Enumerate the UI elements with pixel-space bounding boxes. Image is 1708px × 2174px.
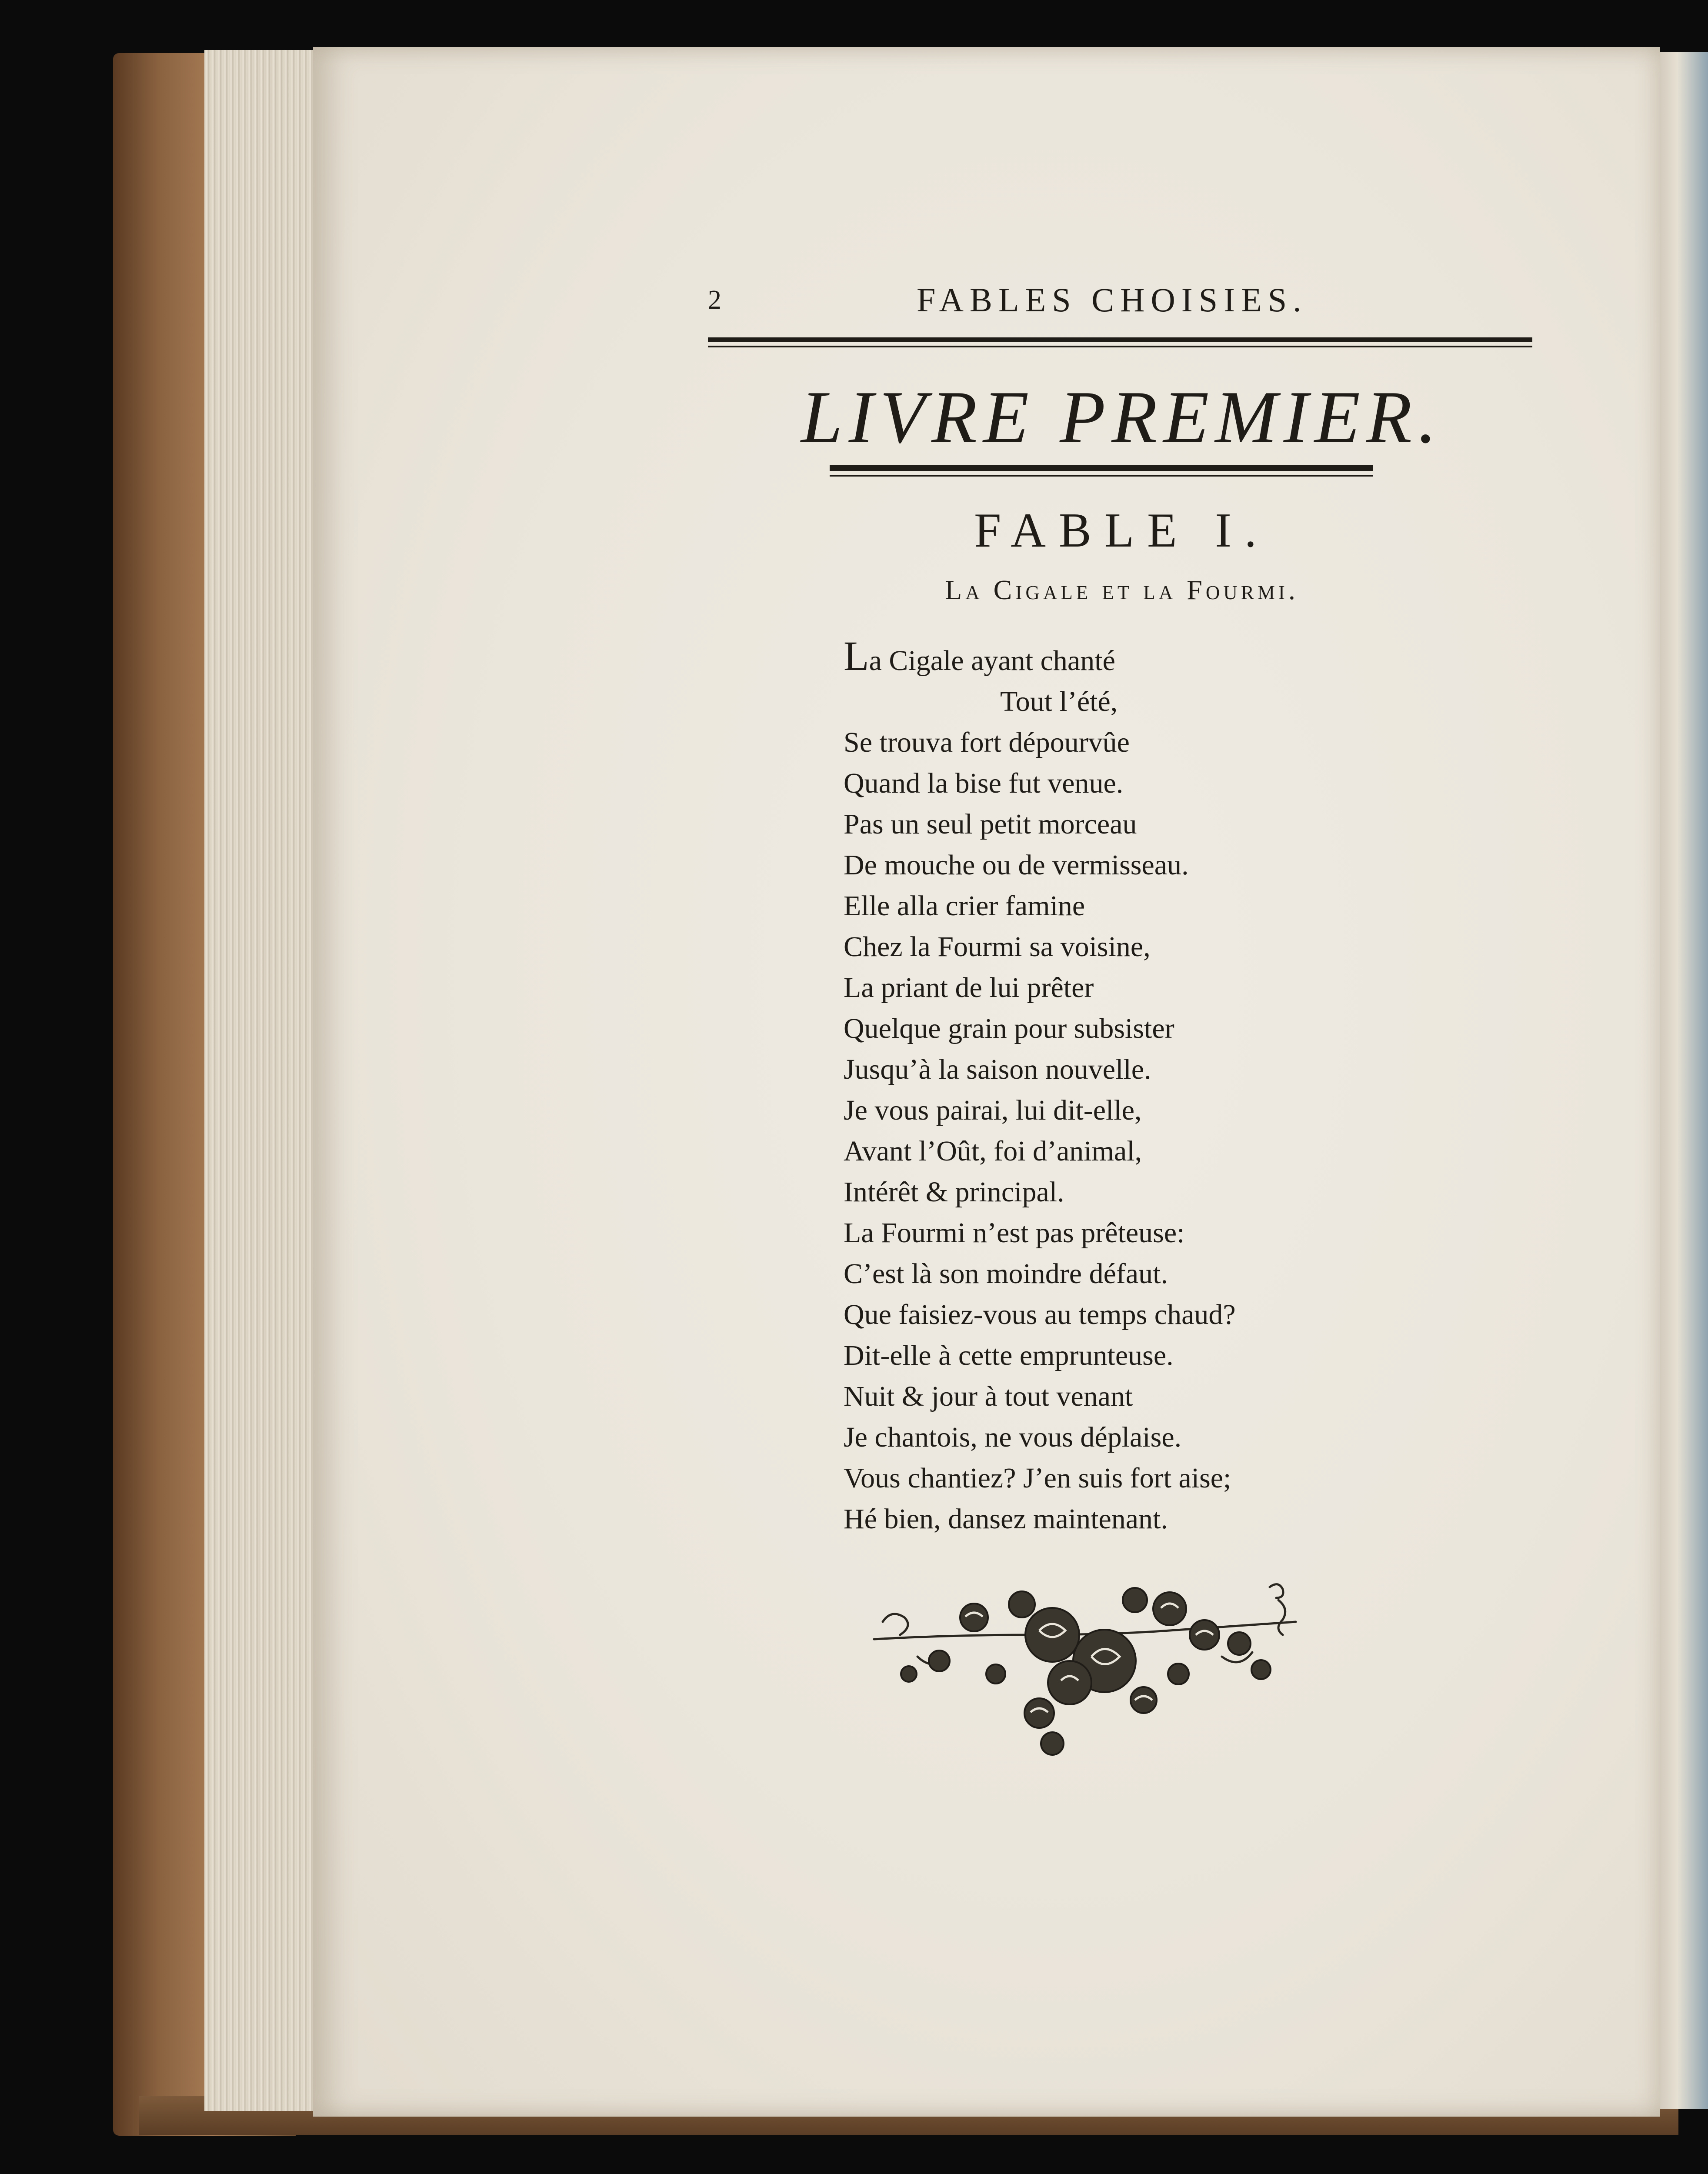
fable-number: FABLE I. — [974, 503, 1270, 557]
page-edges — [204, 50, 317, 2111]
verse-line: Elle alla crier famine — [844, 890, 1085, 922]
verse-line: Nuit & jour à tout venant — [844, 1380, 1133, 1412]
facing-page-edge — [1657, 52, 1708, 2109]
verse-line: Intérêt & principal. — [844, 1176, 1064, 1208]
verse-line: La Fourmi n’est pas prêteuse: — [844, 1217, 1185, 1249]
title-rule — [830, 465, 1373, 478]
verse-line: Se trouva fort dépourvûe — [844, 727, 1130, 758]
verse-line: Pas un seul petit morceau — [844, 808, 1137, 840]
page-number: 2 — [708, 285, 721, 315]
fable-subtitle: La Cigale et la Fourmi. — [945, 574, 1299, 605]
floral-tailpiece-icon — [865, 1570, 1304, 1761]
verse-line: Je vous pairai, lui dit-elle, — [844, 1094, 1142, 1126]
verse-line: La priant de lui prêter — [844, 972, 1094, 1004]
verse-line: Tout l’été, — [1000, 686, 1118, 717]
verse-line: De mouche ou de vermisseau. — [844, 849, 1189, 881]
verse-line: Avant l’Oût, foi d’animal, — [844, 1135, 1142, 1167]
verse-line: Jusqu’à la saison nouvelle. — [844, 1054, 1151, 1085]
verse-line: Chez la Fourmi sa voisine, — [844, 931, 1151, 963]
verse-line: Hé bien, dansez maintenant. — [844, 1503, 1168, 1535]
running-head — [708, 278, 1534, 326]
verse-line: Que faisiez-vous au temps chaud? — [844, 1299, 1236, 1330]
verse-line: Dit-elle à cette emprunteuse. — [844, 1340, 1174, 1371]
verse-line: Vous chantiez? J’en suis fort aise; — [844, 1462, 1231, 1494]
poem — [844, 633, 1365, 1540]
verse-line: C’est là son moindre défaut. — [844, 1258, 1168, 1290]
verse-line: Je chantois, ne vous déplaise. — [844, 1421, 1182, 1453]
verse-line: La Cigale ayant chanté — [844, 633, 1115, 679]
header-rule — [708, 337, 1532, 349]
book-title: LIVRE PREMIER. — [801, 376, 1443, 459]
verse-line: Quand la bise fut venue. — [844, 767, 1124, 799]
running-title: FABLES CHOISIES. — [917, 281, 1308, 319]
verse-line: Quelque grain pour subsister — [844, 1013, 1174, 1044]
